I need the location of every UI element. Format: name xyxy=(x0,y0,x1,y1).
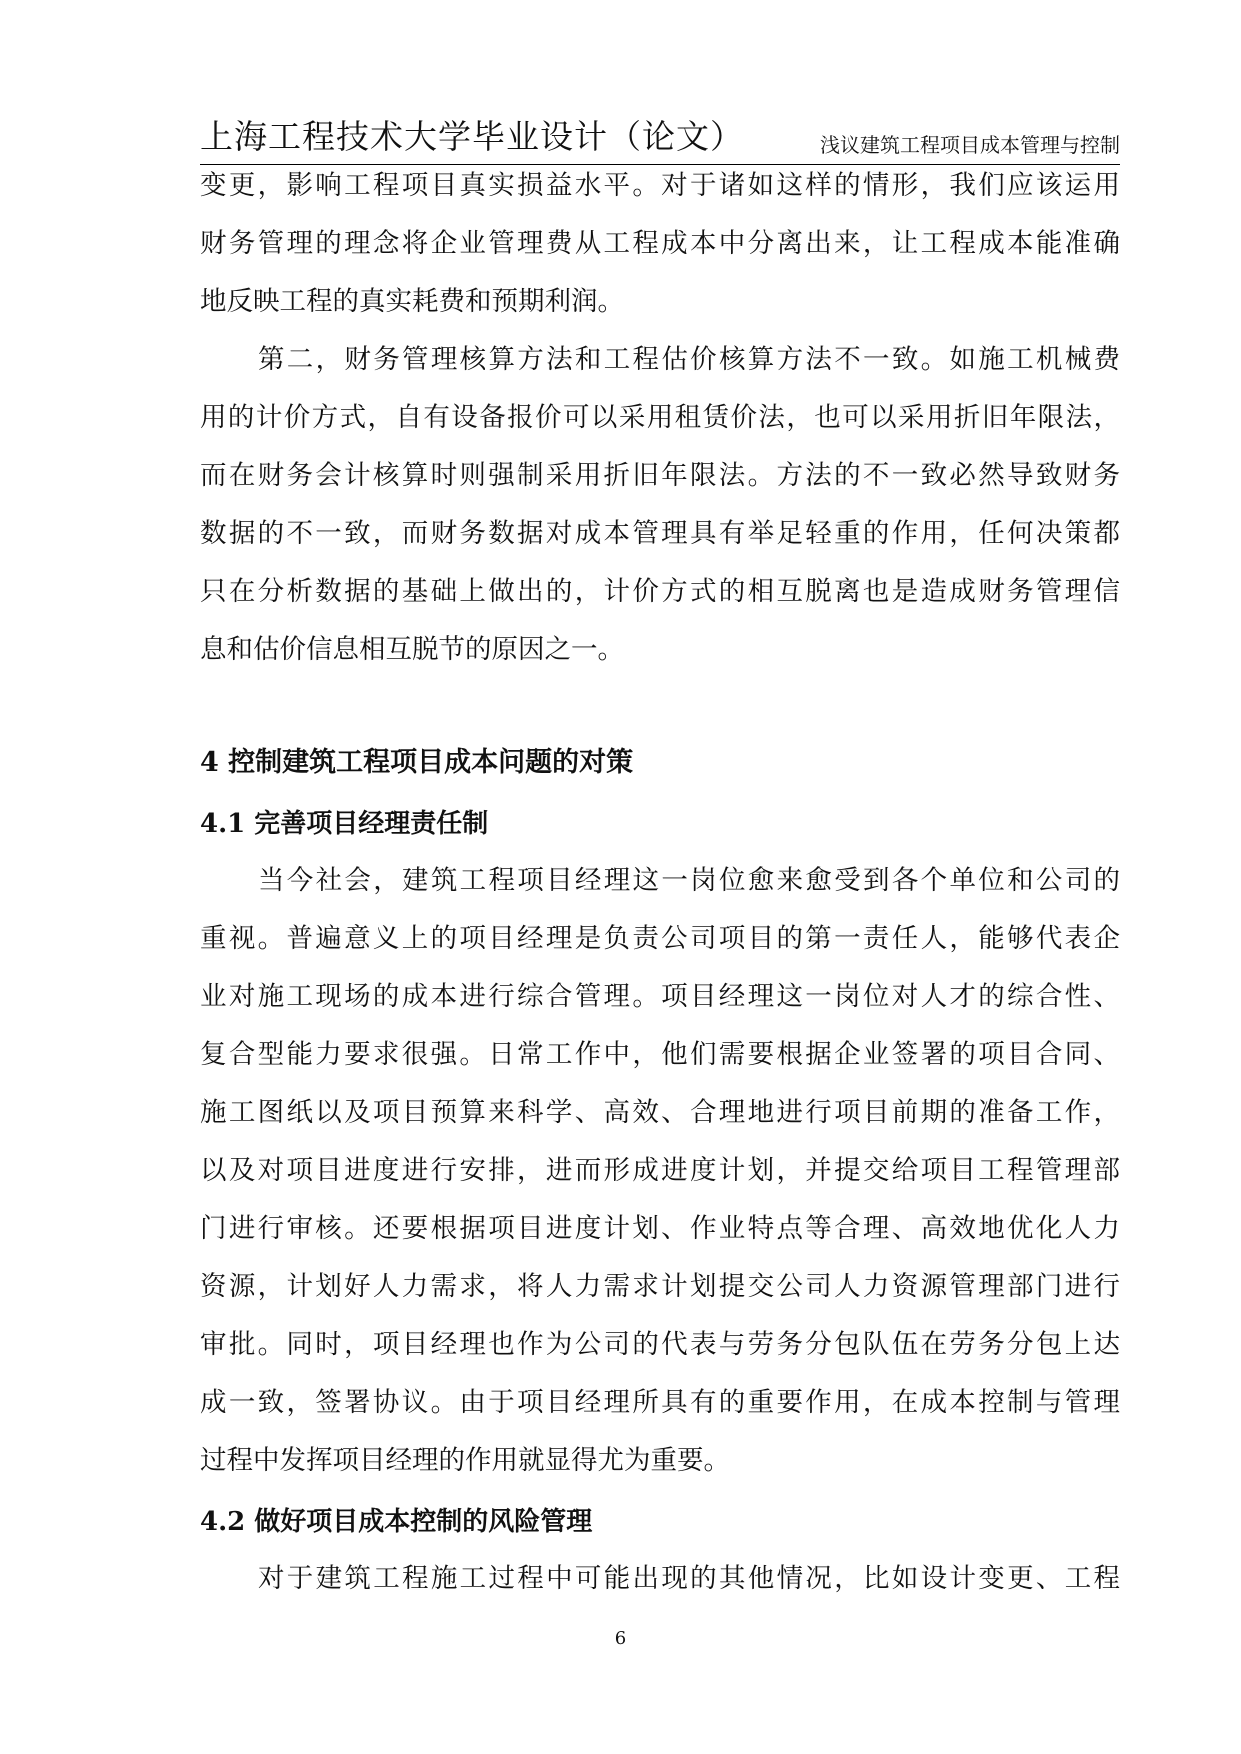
paragraph-line: 对于建筑工程施工过程中可能出现的其他情况，比如设计变更、工程 xyxy=(258,1563,1120,1594)
section-heading-4-2: 4.2 做好项目成本控制的风险管理 xyxy=(200,1507,593,1537)
page-number: 6 xyxy=(614,1628,627,1649)
page-header xyxy=(200,114,1120,165)
paragraph-line: 施工图纸以及项目预算来科学、高效、合理地进行项目前期的准备工作， xyxy=(200,1097,1120,1128)
paragraph-line: 门进行审核。还要根据项目进度计划、作业特点等合理、高效地优化人力 xyxy=(200,1213,1120,1244)
header-thesis-title: 浅议建筑工程项目成本管理与控制 xyxy=(820,133,1120,157)
paragraph-line: 第二，财务管理核算方法和工程估价核算方法不一致。如施工机械费 xyxy=(258,344,1120,375)
paragraph-line: 复合型能力要求很强。日常工作中，他们需要根据企业签署的项目合同、 xyxy=(200,1039,1120,1070)
paragraph-line: 资源，计划好人力需求，将人力需求计划提交公司人力资源管理部门进行 xyxy=(200,1271,1120,1302)
paragraph-line: 变更，影响工程项目真实损益水平。对于诸如这样的情形，我们应该运用 xyxy=(200,170,1120,201)
section-heading-4: 4 控制建筑工程项目成本问题的对策 xyxy=(200,747,634,778)
paragraph-line: 当今社会，建筑工程项目经理这一岗位愈来愈受到各个单位和公司的 xyxy=(258,865,1120,896)
paragraph-line: 以及对项目进度进行安排，进而形成进度计划，并提交给项目工程管理部 xyxy=(200,1155,1120,1186)
paragraph-line: 而在财务会计核算时则强制采用折旧年限法。方法的不一致必然导致财务 xyxy=(200,460,1120,491)
paragraph-line: 成一致，签署协议。由于项目经理所具有的重要作用，在成本控制与管理 xyxy=(200,1387,1120,1418)
paragraph-line: 数据的不一致，而财务数据对成本管理具有举足轻重的作用，任何决策都 xyxy=(200,518,1120,549)
paragraph-line: 审批。同时，项目经理也作为公司的代表与劳务分包队伍在劳务分包上达 xyxy=(200,1329,1120,1360)
paragraph-line: 重视。普遍意义上的项目经理是负责公司项目的第一责任人，能够代表企 xyxy=(200,923,1120,954)
paragraph-line: 地反映工程的真实耗费和预期利润。 xyxy=(200,286,624,317)
paragraph-line: 息和估价信息相互脱节的原因之一。 xyxy=(200,634,624,665)
section-heading-4-1: 4.1 完善项目经理责任制 xyxy=(200,809,489,839)
paragraph-line: 财务管理的理念将企业管理费从工程成本中分离出来，让工程成本能准确 xyxy=(200,228,1120,259)
paragraph-line: 业对施工现场的成本进行综合管理。项目经理这一岗位对人才的综合性、 xyxy=(200,981,1120,1012)
paragraph-line: 用的计价方式，自有设备报价可以采用租赁价法，也可以采用折旧年限法， xyxy=(200,402,1120,433)
paragraph-line: 过程中发挥项目经理的作用就显得尤为重要。 xyxy=(200,1445,730,1476)
paragraph-line: 只在分析数据的基础上做出的，计价方式的相互脱离也是造成财务管理信 xyxy=(200,576,1120,607)
header-university-title: 上海工程技术大学毕业设计（论文） xyxy=(200,117,744,156)
